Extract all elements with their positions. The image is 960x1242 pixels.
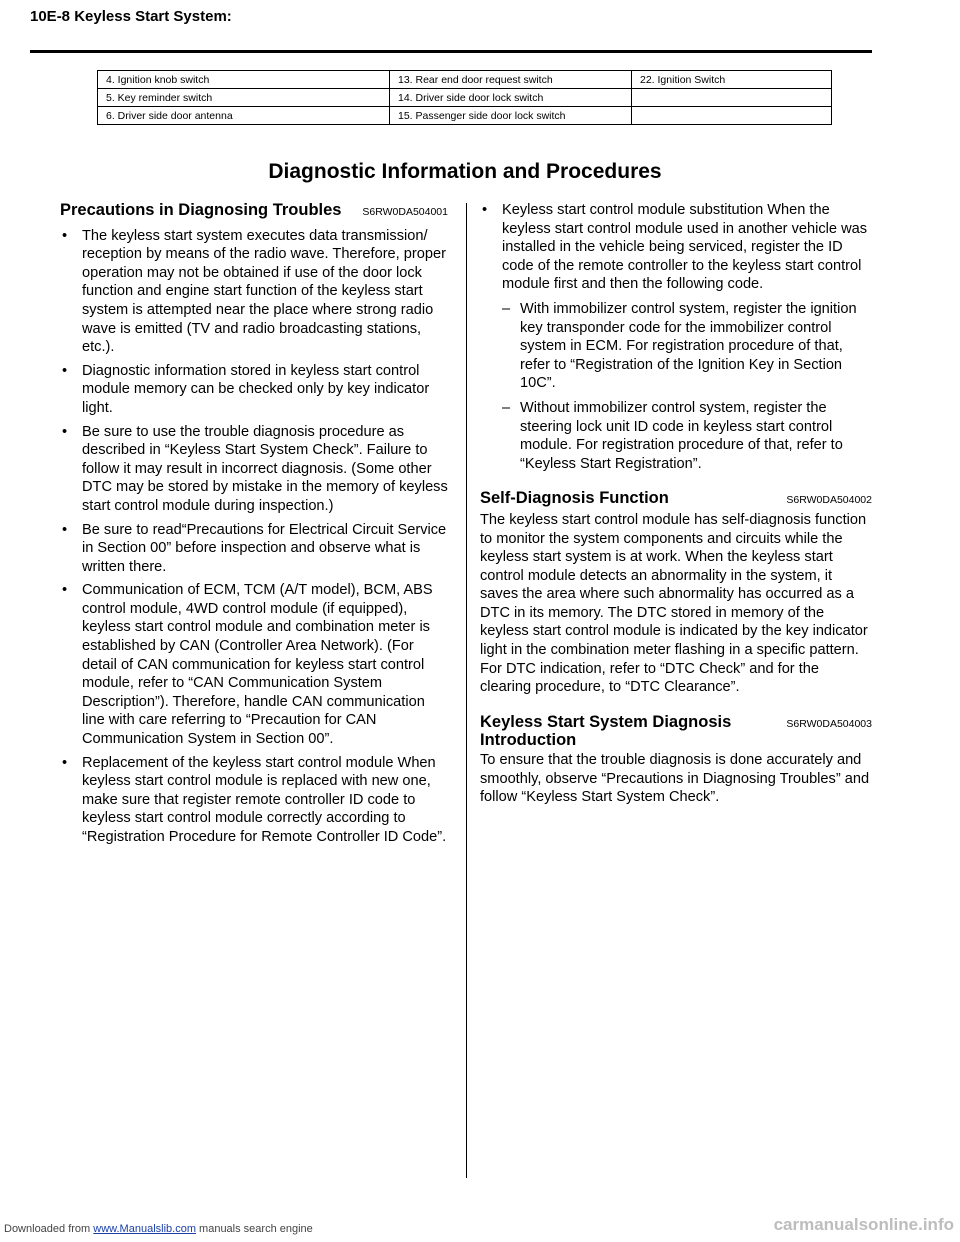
- footer-source: [4, 1223, 313, 1235]
- table-row: [98, 89, 832, 107]
- legend-cell: 14. Driver side door lock switch: [390, 89, 632, 107]
- dash-mark: –: [502, 300, 511, 317]
- table-row: [98, 107, 832, 125]
- dash-mark: –: [502, 399, 511, 416]
- list-item-text: Communication of ECM, TCM (A/T model), BCM, ABS control module, 4WD control module (if equipped), keyless start control module and combination meter is established by CAN (Controller Area Network). (For detail of CAN communication for keyless start control module, refer to “CAN Communication System Description”). Therefore, handle CAN communication line with care referring to “Precaution for CAN Communication System in Section 00”.: [82, 582, 433, 748]
- header-rule: [30, 50, 872, 53]
- legend-cell: 22. Ignition Switch: [632, 71, 832, 89]
- bullet-mark: •: [62, 227, 68, 244]
- list-item-text: Replacement of the keyless start control module When keyless start control module is replaced with new one, make sure that register remote controller ID code to keyless start control module correctly according to “Registration Procedure for Remote Controller ID Code”.: [82, 754, 447, 845]
- list-item: [60, 362, 448, 418]
- table-row: [98, 71, 832, 89]
- page-title: Diagnostic Information and Procedures: [268, 160, 662, 183]
- list-item: [480, 201, 872, 294]
- legend-cell: [632, 107, 832, 125]
- section-paragraph: The keyless start control module has self-diagnosis function to monitor the system components and circuits while the keyless start system is at work. When the keyless start control module detects an abnormality in the system, it saves the area where such abnormality has occurred as a DTC in its memory. The DTC stored in memory of the keyless start control module is indicated by the key indicator light in the combination meter flashing in a specific pattern. For DTC indication, refer to “DTC Check” and for the clearing procedure, to “DTC Clearance”.: [480, 511, 868, 696]
- sub-list-item-text: With immobilizer control system, register the ignition key transponder code for the immobilizer control system in ECM. For registration procedure of that, refer to “Registration of the Ignition Key in Section 10C”.: [520, 300, 857, 392]
- section-title: Self-Diagnosis Function: [480, 489, 669, 508]
- section-paragraph: To ensure that the trouble diagnosis is done accurately and smoothly, observe “Precautions in Diagnosing Troubles” and follow “Keyless Start System Check”.: [480, 752, 870, 806]
- list-item-text: Be sure to read“Precautions for Electrical Circuit Service in Section 00” before inspection and observe what is written there.: [82, 521, 447, 575]
- legend-cell: 13. Rear end door request switch: [390, 71, 632, 89]
- list-item-text: Be sure to use the trouble diagnosis procedure as described in “Keyless Start System Check”. Failure to follow it may result in incorrect diagnosis. (Some other DTC may be stored by mistake in the memory of keyless start control module during inspection.): [82, 423, 448, 514]
- legend-cell: 15. Passenger side door lock switch: [390, 107, 632, 125]
- legend-cell: 6. Driver side door antenna: [98, 107, 390, 125]
- list-item-text: Diagnostic information stored in keyless start control module memory can be checked only by key indicator light.: [82, 362, 430, 416]
- legend-table: [97, 70, 832, 125]
- sub-list-item: [480, 300, 872, 393]
- right-column: [480, 201, 872, 807]
- list-item: [60, 227, 448, 357]
- footer-prefix: Downloaded from: [4, 1223, 94, 1235]
- section-code: S6RW0DA504001: [362, 206, 448, 218]
- list-item-text: Keyless start control module substitution When the keyless start control module used in another vehicle was installed in the vehicle being serviced, register the ID code of the remote controller to the keyless start control module first and then the following code.: [502, 202, 868, 293]
- bullet-mark: •: [62, 362, 68, 379]
- bullet-mark: •: [62, 521, 68, 538]
- footer-watermark: carmanualsonline.info: [773, 1215, 954, 1234]
- left-column: [60, 201, 448, 847]
- section-code: S6RW0DA504002: [786, 494, 872, 507]
- list-item: [60, 581, 448, 748]
- list-item-text: The keyless start system executes data transmission/ reception by means of the radio wave. Therefore, proper operation may not be obtained if use of the door lock function and engine start function of the keyless start system is attempted near the place where strong radio wave is emitted (TV and radio broadcasting stations, etc.).: [82, 227, 446, 356]
- legend-cell: 4. Ignition knob switch: [98, 71, 390, 89]
- sub-list-item: [480, 399, 872, 473]
- section-title: Keyless Start System Diagnosis Introduction: [480, 712, 732, 750]
- footer-link[interactable]: www.Manualslib.com: [93, 1223, 196, 1235]
- legend-cell: 5. Key reminder switch: [98, 89, 390, 107]
- bullet-mark: •: [482, 202, 488, 218]
- bullet-mark: •: [62, 423, 68, 440]
- list-item: [60, 754, 448, 847]
- list-item: [60, 521, 448, 577]
- sub-list-item-text: Without immobilizer control system, register the steering lock unit ID code in keyless start control module. For registration procedure of that, refer to “Keyless Start Registration”.: [520, 399, 843, 472]
- section-heading: [480, 713, 872, 750]
- bullet-mark: •: [62, 754, 68, 771]
- footer-suffix: manuals search engine: [195, 1223, 313, 1235]
- section-heading: [480, 489, 872, 510]
- bullet-mark: •: [62, 582, 68, 599]
- column-divider: [466, 203, 467, 1178]
- page-header: 10E-8 Keyless Start System:: [30, 8, 232, 25]
- list-item: [60, 423, 448, 516]
- legend-cell: [632, 89, 832, 107]
- section-heading: [60, 201, 448, 222]
- section-title: Precautions in Diagnosing Troubles: [60, 201, 342, 219]
- section-code: S6RW0DA504003: [786, 717, 872, 730]
